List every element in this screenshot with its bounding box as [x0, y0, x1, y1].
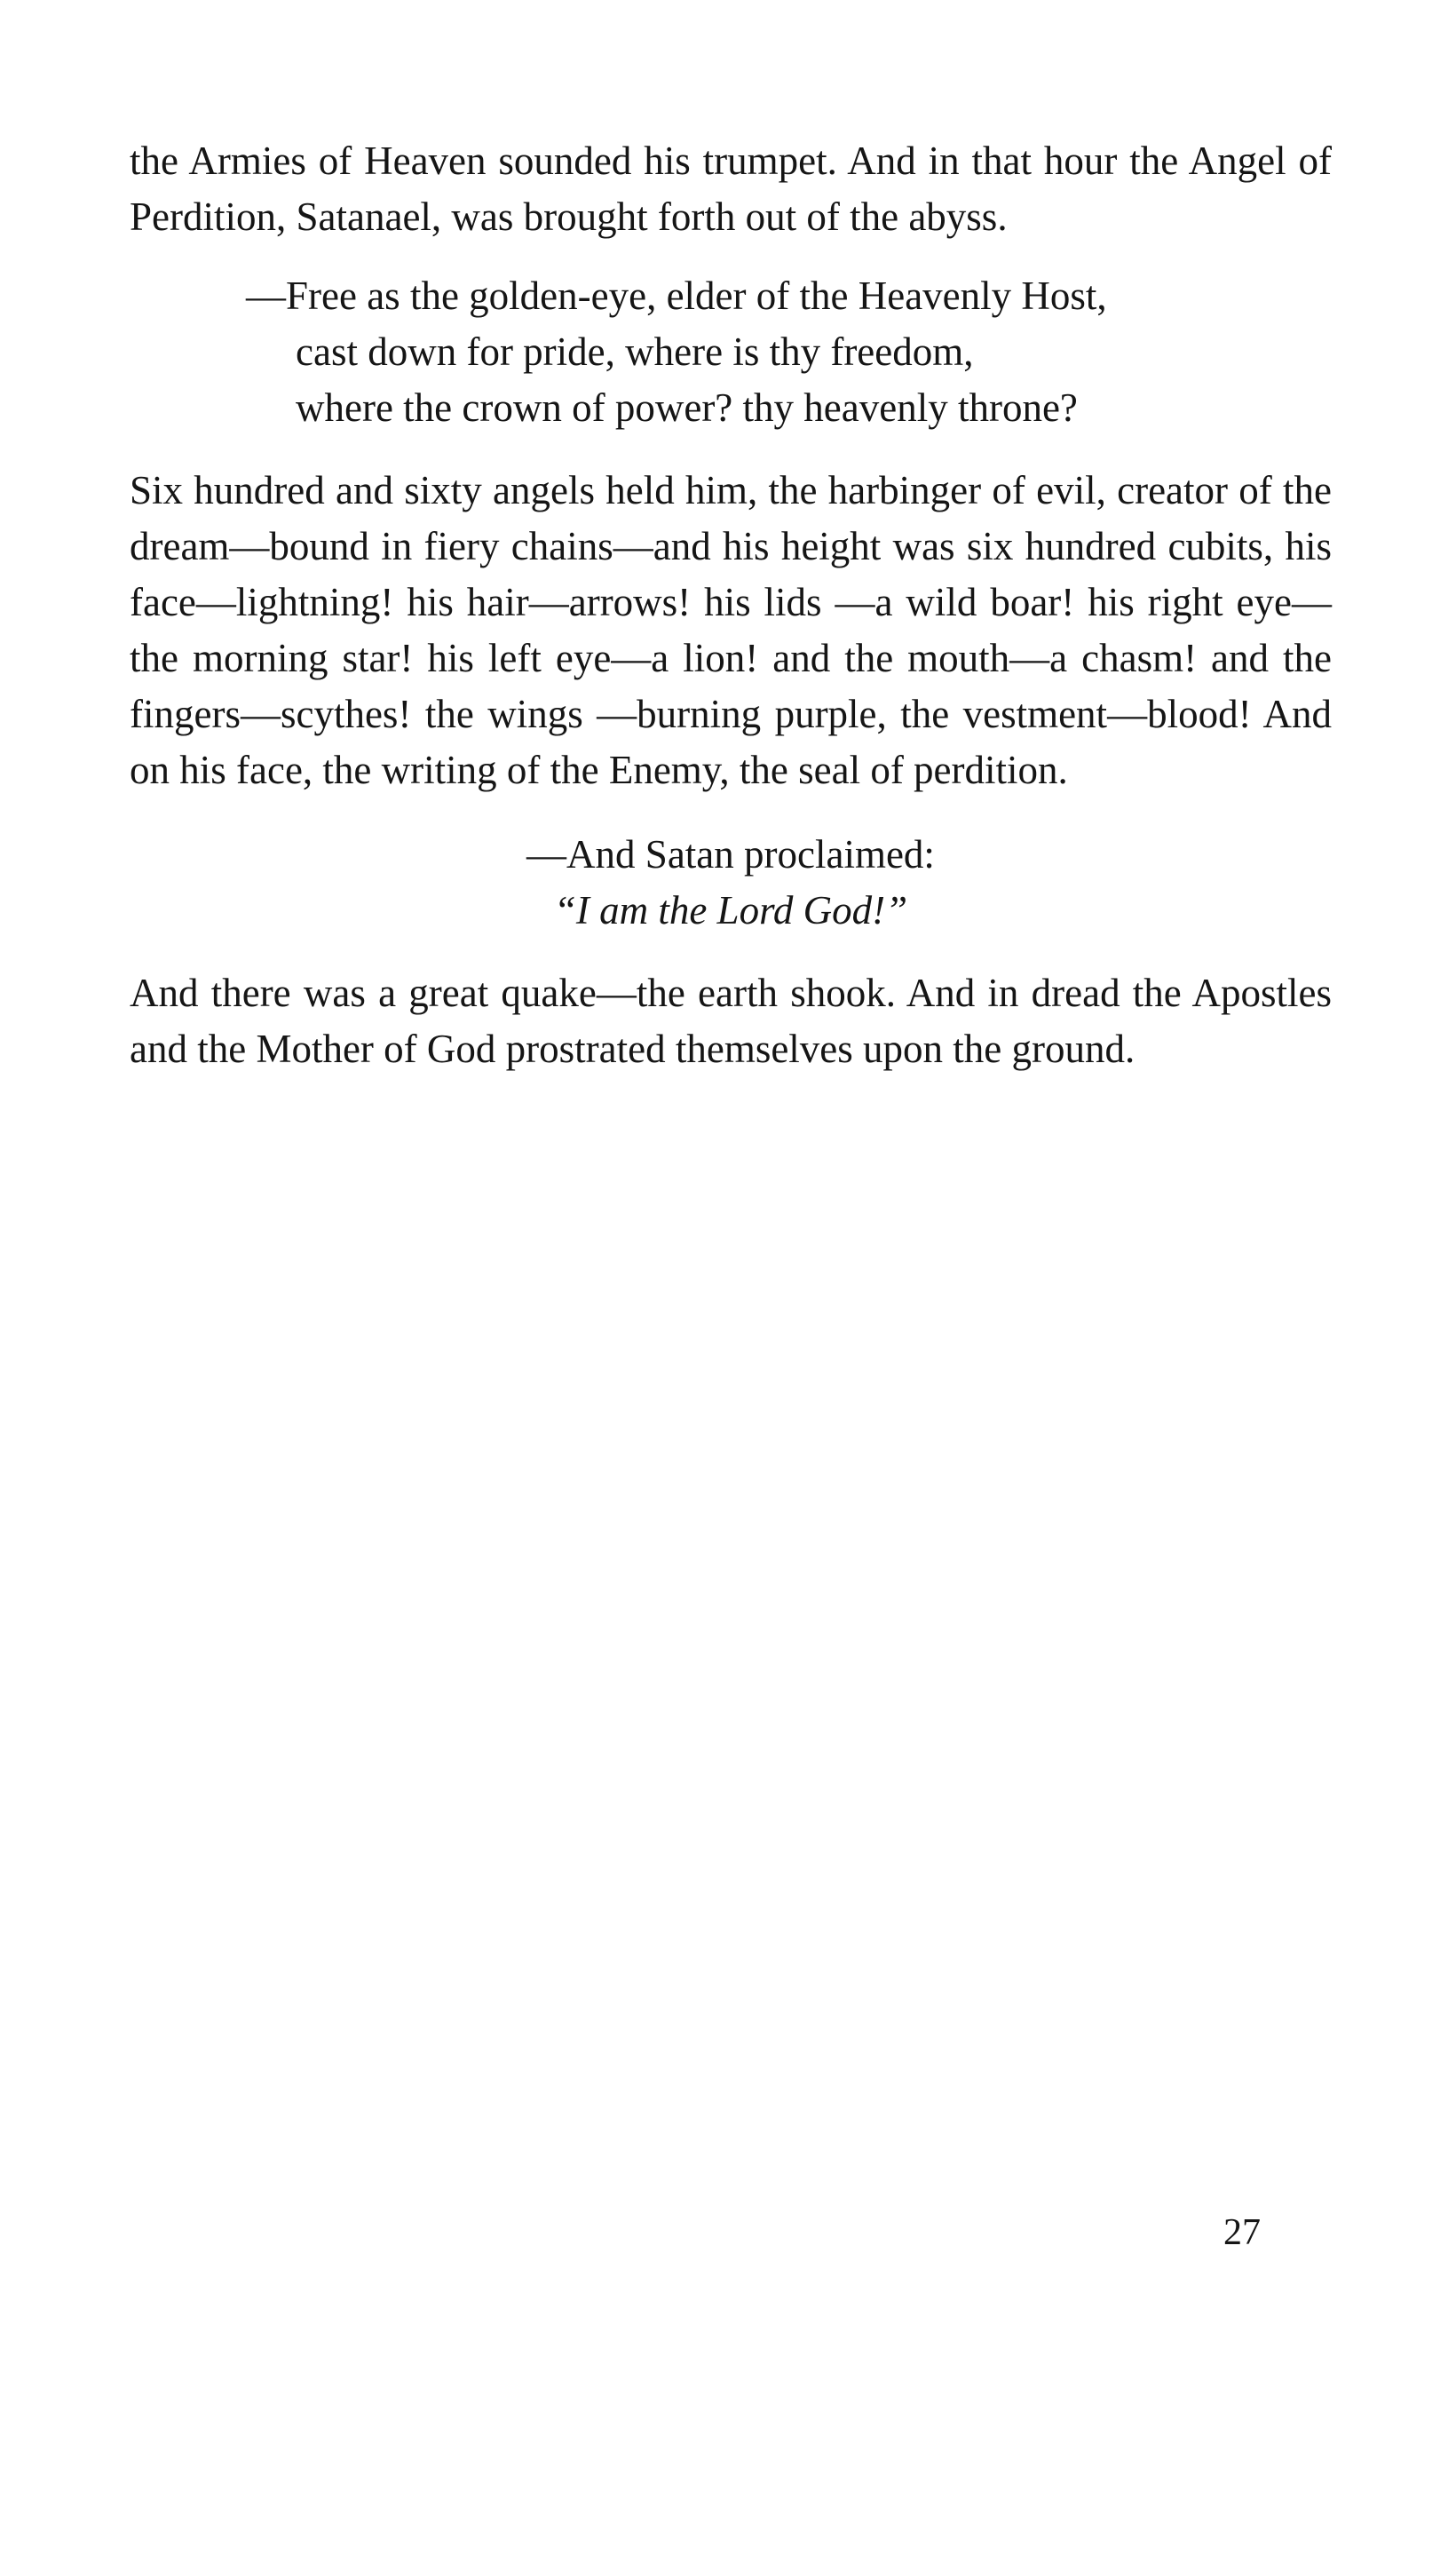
verse-line: cast down for pride, where is thy freedom, [296, 329, 974, 374]
paragraph-abyss: the Armies of Heaven sounded his trumpet. And in that hour the Angel of Perdition, Satanael, was brought forth out of the abyss. [130, 139, 1332, 239]
page-number: 27 [1223, 2212, 1261, 2253]
proclamation-intro: —And Satan proclaimed: [526, 832, 935, 877]
paragraph-satanael-description: Six hundred and sixty angels held him, the harbinger of evil, creator of the dream—bound in fiery chains—and his height was six hundred cubits, his face—lightning! his hair—arrows! his lids —a wild boar! his right eye—the morning star! his left eye—a lion! and the mouth—a chasm! and the fingers—scythes! the wings —burning purple, the vestment—blood! And on his face, the writing of the Enemy, the seal of perdition. [130, 468, 1332, 792]
verse-line: where the crown of power? thy heavenly throne? [296, 385, 1078, 430]
paragraph-great-quake: And there was a great quake—the earth shook. And in dread the Apostles and the Mother of God prostrated themselves upon the ground. [130, 971, 1332, 1071]
verse-line: —Free as the golden-eye, elder of the Heavenly Host, [246, 274, 1107, 318]
satan-proclamation [130, 827, 1332, 939]
text-column [130, 133, 1332, 1077]
proclamation-quote: “I am the Lord God!” [553, 888, 908, 932]
verse-golden-eye [246, 268, 1332, 436]
